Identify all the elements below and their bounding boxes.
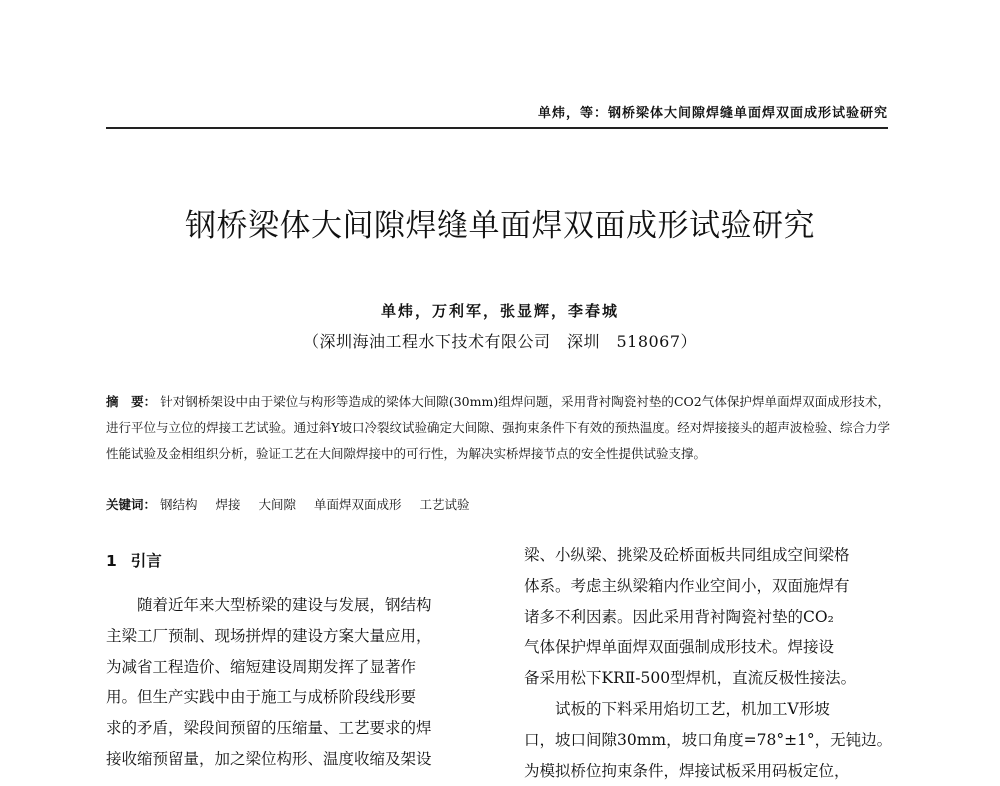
abstract-label: 摘 要： xyxy=(106,394,157,409)
body-line: 求的矛盾，梁段间预留的压缩量、工艺要求的焊 xyxy=(106,719,432,738)
body-line: 诸多不利因素。因此采用背衬陶瓷衬垫的CO₂ xyxy=(524,607,834,626)
body-line: 为模拟桥位拘束条件，焊接试板采用码板定位， xyxy=(524,761,850,780)
body-line: 体系。考虑主纵梁箱内作业空间小，双面施焊有 xyxy=(524,576,850,595)
keyword: 焊接 xyxy=(215,497,241,512)
right-column xyxy=(524,540,893,786)
body-line: 梁、小纵梁、挑梁及砼桥面板共同组成空间梁格 xyxy=(524,546,850,564)
abstract-text: 针对钢桥架设中由于梁位与构形等造成的梁体大间隙(30mm)组焊问题，采用背衬陶瓷衬垫的CO2气体保护焊单面焊双面成形技术，进行平位与立位的焊接工艺试验。通过斜Y坡口冷裂纹试验确定大间隙、强拘束条件下有效的预热温度。经对焊接接头的超声波检验、综合力学性能试验及金相组织分析，验证工艺在大间隙焊接中的可行性，为解决实桥焊接节点的安全性提供试验支撑。 xyxy=(106,394,890,461)
affiliation: （深圳海油工程水下技术有限公司 深圳 518067） xyxy=(302,332,698,351)
body-line: 接收缩预留量，加之梁位构形、温度收缩及架设 xyxy=(106,749,432,768)
section-number: 1 xyxy=(106,552,117,570)
body-line: 气体保护焊单面焊双面强制成形技术。焊接设 xyxy=(524,638,835,657)
keyword: 大间隙 xyxy=(258,497,297,512)
paper-title: 钢桥梁体大间隙焊缝单面焊双面成形试验研究 xyxy=(185,208,815,244)
body-line: 主梁工厂预制、现场拼焊的建设方案大量应用， xyxy=(106,626,432,645)
header-rule xyxy=(106,127,888,129)
keywords-label: 关键词： xyxy=(106,497,157,512)
keywords xyxy=(106,495,890,513)
section-title: 引言 xyxy=(130,552,162,570)
body-line: 随着近年来大型桥梁的建设与发展，钢结构 xyxy=(137,596,432,614)
body-line: 为减省工程造价、缩短建设周期发挥了显著作 xyxy=(106,657,417,676)
abstract xyxy=(106,389,890,467)
keyword: 工艺试验 xyxy=(419,497,470,512)
keyword: 单面焊双面成形 xyxy=(314,497,402,512)
author-list: 单炜，万利军，张显辉，李春城 xyxy=(380,302,619,320)
body-line: 备采用松下KRⅡ-500型焊机，直流反极性接法。 xyxy=(524,669,857,688)
body-line: 用。但生产实践中由于施工与成桥阶段线形要 xyxy=(106,688,417,707)
keyword: 钢结构 xyxy=(160,497,198,512)
left-column xyxy=(106,540,471,775)
body-line: 口，坡口间隙30mm，坡口角度=78°±1°，无钝边。 xyxy=(524,730,893,749)
section-heading xyxy=(106,546,471,576)
body-line: 试板的下料采用焰切工艺，机加工V形坡 xyxy=(555,699,830,718)
running-head: 单炜，等：钢桥梁体大间隙焊缝单面焊双面成形试验研究 xyxy=(537,106,888,121)
